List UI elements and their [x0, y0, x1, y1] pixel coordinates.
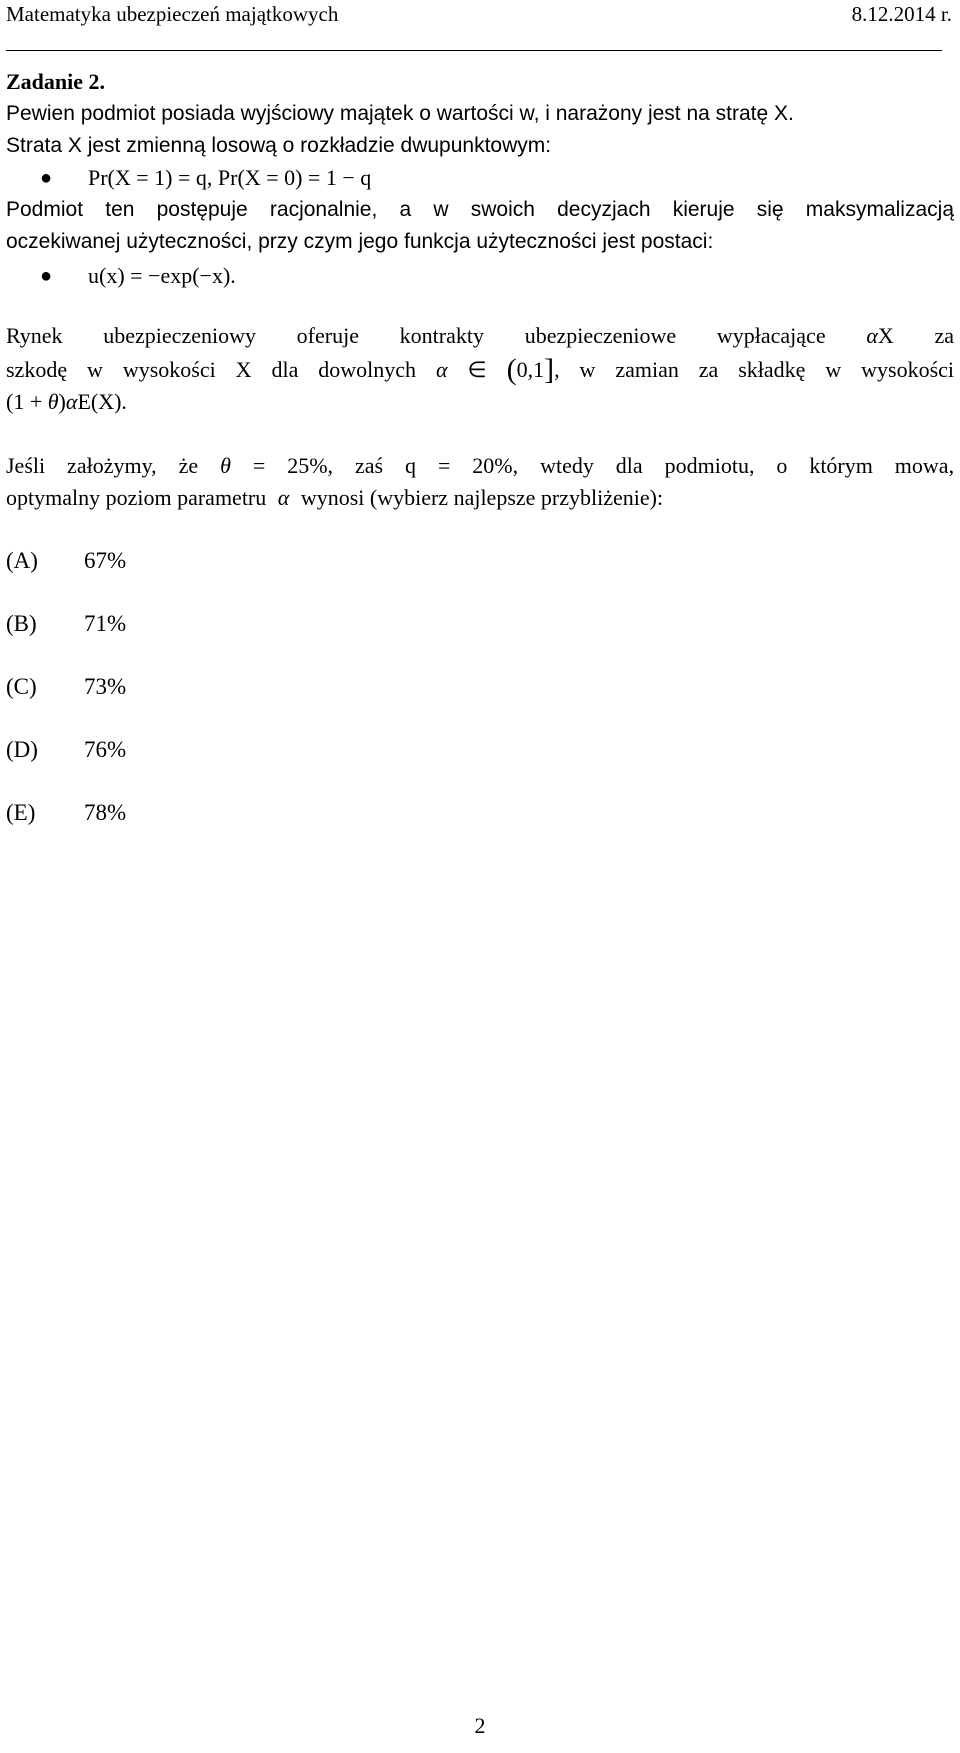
option-value: 67%	[84, 548, 127, 573]
utility-formula: u(x) = −exp(−x).	[88, 263, 236, 288]
option-value: 73%	[84, 674, 127, 699]
p2-l1-end: za	[934, 323, 955, 348]
paragraph2-line-1	[6, 322, 954, 350]
alpha-symbol: α	[435, 357, 448, 382]
p2-l2-math	[435, 353, 955, 386]
left-paren: (	[506, 353, 517, 386]
p2-l2-text: szkodę w wysokości X dla dowolnych	[6, 357, 417, 382]
bullet-dot-2: ●	[40, 265, 53, 287]
alpha-symbol: α	[65, 389, 78, 414]
option-letter: (B)	[6, 611, 37, 636]
alpha-symbol: α	[866, 323, 878, 348]
paragraph2-line-2	[6, 354, 954, 384]
paragraph3-line-1	[6, 452, 954, 480]
prob-x-0: Pr(X = 0) = 1 − q	[217, 165, 372, 190]
q-value	[405, 453, 954, 478]
option-letter: (D)	[6, 737, 38, 762]
option-letter: (A)	[6, 548, 38, 573]
interval-values: 0,1	[516, 357, 545, 382]
p3-l2-end: wynosi (wybierz najlepsze przybliżenie):	[300, 485, 664, 510]
premium-open: (1 +	[6, 389, 43, 414]
paragraph3-line-2	[6, 484, 663, 512]
p3-l1-mid: , zaś	[327, 453, 384, 478]
bullet-dot-1: ●	[40, 167, 53, 189]
option-value: 76%	[84, 737, 127, 762]
option-value: 71%	[84, 611, 127, 636]
header-date: 8.12.2014 r.	[851, 2, 952, 26]
p3-l1-text: Jeśli założymy, że	[6, 453, 199, 478]
task-line-4: oczekiwanej użyteczności, przy czym jego funkcja użyteczności jest postaci:	[6, 230, 714, 253]
theta-symbol: θ	[220, 453, 231, 478]
x-symbol: X	[877, 323, 894, 348]
page-number: 2	[474, 1713, 486, 1738]
p2-l1-text: Rynek ubezpieczeniowy oferuje kontrakty ubezpieczeniowe wypłacające	[6, 323, 826, 348]
header-rule	[6, 50, 942, 51]
distribution-formula	[88, 164, 371, 192]
header-title: Matematyka ubezpieczeń majątkowych	[6, 2, 339, 26]
q-equals: q = 20%	[405, 453, 513, 478]
prob-x-1: Pr(X = 1) = q	[88, 165, 207, 190]
option-value: 78%	[84, 800, 127, 825]
premium-formula	[6, 388, 127, 416]
premium-close: )	[58, 389, 66, 414]
p3-l2-text: optymalny poziom parametru	[6, 485, 267, 510]
task-title: Zadanie 2.	[6, 69, 106, 94]
theta-value	[220, 453, 383, 478]
page-header	[6, 0, 952, 28]
alpha-symbol: α	[277, 485, 290, 510]
p3-l1-end: , wtedy dla podmiotu, o którym mowa,	[512, 453, 955, 478]
p2-l2-end: , w zamian za składkę w wysokości	[554, 357, 955, 382]
right-bracket: ]	[544, 353, 555, 386]
p2-l1-math	[866, 323, 893, 348]
task-line-1: Pewien podmiot posiada wyjściowy majątek o wartości w, i narażony jest na stratę X.	[6, 102, 794, 125]
task-line-3: Podmiot ten postępuje racjonalnie, a w swoich decyzjach kieruje się maksymalizacją	[6, 198, 954, 221]
expectation-term: E(X).	[77, 389, 127, 414]
theta-equals: = 25%	[252, 453, 328, 478]
element-of-symbol: ∈	[467, 357, 487, 382]
option-letter: (E)	[6, 800, 36, 825]
formula-separator: ,	[206, 165, 218, 190]
option-letter: (C)	[6, 674, 37, 699]
theta-symbol: θ	[47, 389, 59, 414]
task-line-2: Strata X jest zmienną losową o rozkładzie dwupunktowym:	[6, 134, 552, 157]
